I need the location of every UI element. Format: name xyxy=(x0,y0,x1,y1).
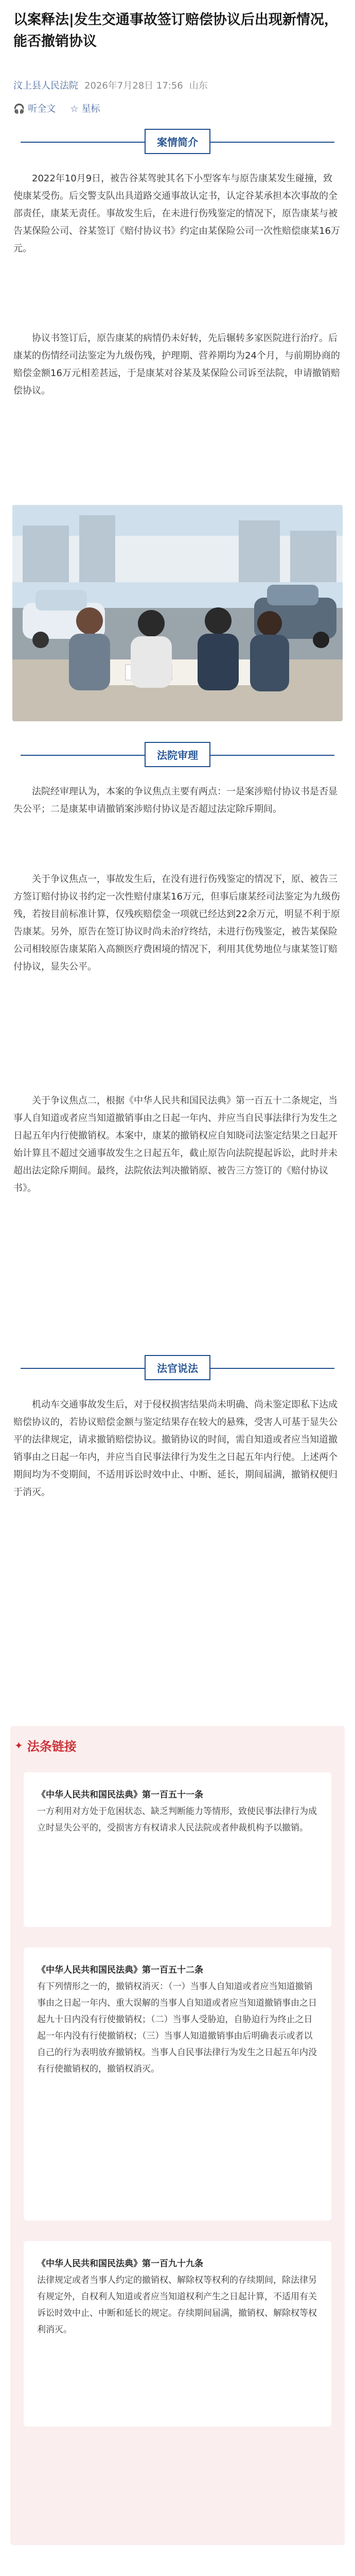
judge-paragraph: 机动车交通事故发生后，对于侵权损害结果尚未明确、尚未鉴定即私下达成赔偿协议的，若协议赔偿金额与鉴定结果存在较大的悬殊，受害人可基于显失公平的法律规定，请求撤销赔偿协议。撤销协议的时间，需自知道或者应当知道撤销事由之日起一年内，并应当自民事法律行为发生之日起五年内行使。上述两个期间均为不变期间，不适用诉讼时效中止、中断、延长，期间届满，撤销权便归于消灭。 xyxy=(13,1399,338,1498)
trial-paragraph: 关于争议焦点一，事故发生后，在没有进行伤残鉴定的情况下，原、被告三方签订赔付协议书约定一次性赔付康某16万元，但事后康某经司法鉴定为九级伤残，若按目前标准计算，仅残疾赔偿金一项就已经达到22余万元，明显不利于原告康某。另外，原告在签订协议时尚未治疗终结，未进行伤残鉴定，被告某保险公司相较原告康某陷入高额医疗费困境的情况下，利用其优势地位与康某签订赔付协议，显失公平。 xyxy=(13,874,340,972)
case-illustration xyxy=(12,505,343,721)
law-links-label: 法条链接 xyxy=(27,1739,77,1754)
star-button[interactable] xyxy=(70,101,100,115)
law-card-title: 《中华人民共和国民法典》第一百五十一条 xyxy=(37,1790,203,1800)
law-card-title: 《中华人民共和国民法典》第一百五十二条 xyxy=(37,1965,203,1975)
section-title-case: 案情简介 xyxy=(145,129,210,154)
law-card xyxy=(24,1772,331,1927)
law-card xyxy=(24,1947,331,2221)
section-heading-trial xyxy=(0,742,355,767)
star-label: 星标 xyxy=(81,104,100,114)
law-links-title xyxy=(14,1736,77,1754)
article-datetime: 2026年7月28日 17:56 xyxy=(84,80,183,91)
law-card-body: 法律规定或者当事人约定的撤销权、解除权等权利的存续期间，除法律另有规定外，自权利人知道或者应当知道权利产生之日起计算，不适用有关诉讼时效中止、中断和延长的规定。存续期间届满，撤销权、解除权等权利消灭。 xyxy=(37,2275,317,2335)
sparkle-icon: ✦ xyxy=(14,1739,23,1752)
listen-button[interactable] xyxy=(13,101,56,115)
article-region: 山东 xyxy=(189,80,208,91)
headphones-icon: 🎧 xyxy=(13,104,25,114)
star-icon: ☆ xyxy=(70,104,79,114)
listen-label: 听全文 xyxy=(28,104,56,114)
case-paragraph: 协议书签订后，原告康某的病情仍未好转，先后辗转多家医院进行治疗。后康某的伤情经司法鉴定为九级伤残，护理期、营养期均为24个月，与前期协商的赔偿金额16万元相差甚远，于是康某对谷某及某保险公司诉至法院，申请撤销赔偿协议。 xyxy=(13,333,340,396)
law-card-body: 有下列情形之一的，撤销权消灭：（一）当事人自知道或者应当知道撤销事由之日起一年内、重大误解的当事人自知道或者应当知道撤销事由之日起九十日内没有行使撤销权；（二）当事人受胁迫，自胁迫行为终止之日起一年内没有行使撤销权；（三）当事人知道撤销事由后明确表示或者以自己的行为表明放弃撤销权。当事人自民事法律行为发生之日起五年内没有行使撤销权的，撤销权消灭。 xyxy=(37,1981,317,2074)
section-heading-judge xyxy=(0,1355,355,1380)
article-meta xyxy=(13,77,343,93)
article-title: 以案释法|发生交通事故签订赔偿协议后出现新情况，能否撤销协议 xyxy=(13,12,338,49)
section-title-judge: 法官说法 xyxy=(145,1355,210,1380)
section-title-trial: 法院审理 xyxy=(145,742,210,767)
article-source-link[interactable]: 汶上县人民法院 xyxy=(13,80,78,91)
law-card-title: 《中华人民共和国民法典》第一百九十九条 xyxy=(37,2259,203,2269)
trial-paragraph: 关于争议焦点二，根据《中华人民共和国民法典》第一百五十二条规定，当事人自知道或者应当知道撤销事由之日起一年内、并应当自民事法律行为发生之日起五年内行使撤销权。本案中，康某的撤销权应自知晓司法鉴定结果之日起开始计算且不超过交通事故发生之日起五年，截止原告向法院提起诉讼，此时并未超出法定除斥期间。最终，法院依法判决撤销原、被告三方签订的《赔付协议书》。 xyxy=(13,1095,338,1194)
traffic-accident-illustration xyxy=(12,505,343,721)
article-toolbar xyxy=(13,101,100,115)
law-card xyxy=(24,2241,331,2427)
section-heading-case xyxy=(0,129,355,154)
case-paragraph: 2022年10月9日，被告谷某驾驶其名下小型客车与原告康某发生碰撞，致使康某受伤。后交警支队出具道路交通事故认定书，认定谷某承担本次事故的全部责任，康某无责任。事故发生后，在未进行伤残鉴定的情况下，原告康某与被告某保险公司、谷某签订《赔付协议书》约定由某保险公司一次性赔偿康某16万元。 xyxy=(13,173,340,254)
law-card-body: 一方利用对方处于危困状态、缺乏判断能力等情形，致使民事法律行为成立时显失公平的，受损害方有权请求人民法院或者仲裁机构予以撤销。 xyxy=(37,1806,317,1833)
trial-paragraph: 法院经审理认为，本案的争议焦点主要有两点：一是案涉赔付协议书是否显失公平；二是康某申请撤销案涉赔付协议是否超过法定除斥期间。 xyxy=(13,786,338,815)
